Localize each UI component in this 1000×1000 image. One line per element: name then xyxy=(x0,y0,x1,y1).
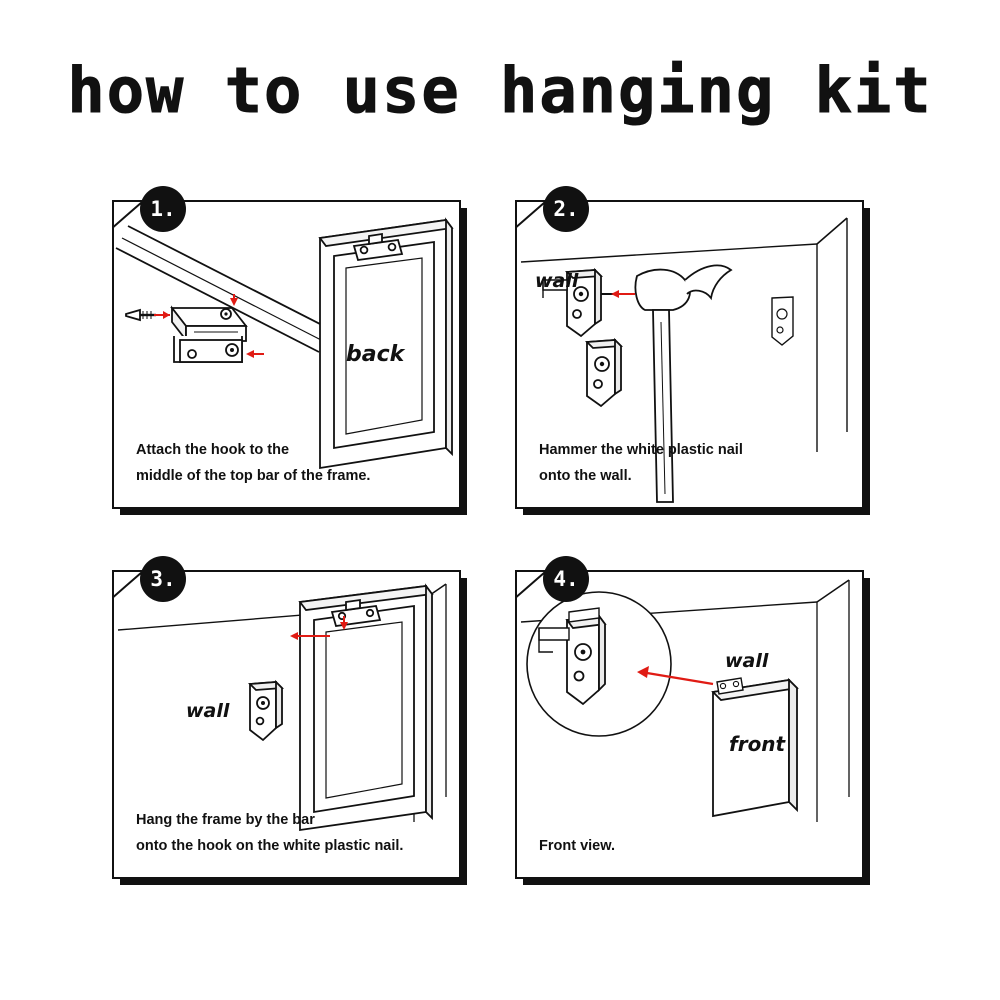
step-badge-4: 4. xyxy=(543,556,589,602)
step-4-illustration xyxy=(517,572,862,877)
red-arrow-icon xyxy=(611,290,635,298)
step-panel-2 xyxy=(515,197,870,515)
screw-icon xyxy=(126,310,156,320)
frame-illustration xyxy=(300,586,432,830)
step-2-caption: Hammer the white plastic nail onto the wall. xyxy=(539,442,743,484)
frame-front-label: front xyxy=(729,732,786,756)
step-panel-1 xyxy=(112,197,467,515)
panel-body xyxy=(112,570,461,879)
hook-bar-illustration xyxy=(172,308,246,362)
step-4-caption: Front view. xyxy=(539,837,615,854)
page-title: how to use hanging kit xyxy=(67,54,933,127)
step-badge-1: 1. xyxy=(140,186,186,232)
panel-body xyxy=(112,200,461,509)
step-3-caption: Hang the frame by the bar onto the hook on the white plastic nail. xyxy=(136,812,404,854)
wall-label: wall xyxy=(725,650,769,672)
step-panel-3 xyxy=(112,567,467,885)
step-badge-2: 2. xyxy=(543,186,589,232)
wall-label: wall xyxy=(535,270,579,292)
magnifier-detail-icon xyxy=(527,592,671,736)
panel-body xyxy=(515,200,864,509)
plastic-nail-icon xyxy=(772,297,793,345)
step-1-caption: Attach the hook to the middle of the top bar of the frame. xyxy=(136,442,371,484)
panel-body xyxy=(515,570,864,879)
plastic-nail-icon xyxy=(587,340,621,406)
wall-corner-illustration xyxy=(521,218,847,452)
step-badge-3: 3. xyxy=(140,556,186,602)
step-panel-4 xyxy=(515,567,870,885)
wall-label: wall xyxy=(186,700,230,722)
plastic-nail-icon xyxy=(250,682,282,740)
frame-back-label: back xyxy=(346,342,405,367)
